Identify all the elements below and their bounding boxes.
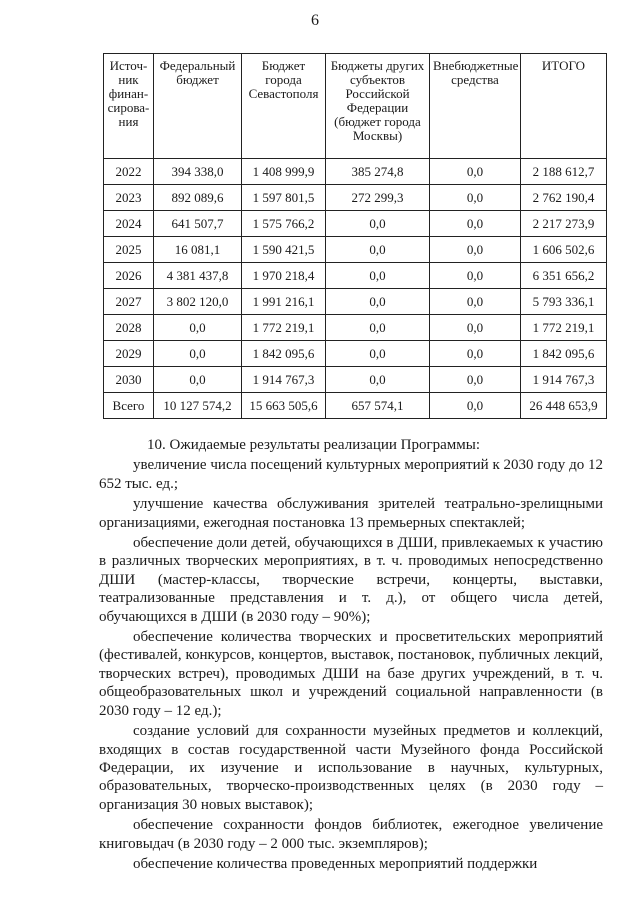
row-year-cell: 2026 — [104, 263, 154, 289]
table-cell: 6 351 656,2 — [521, 263, 607, 289]
result-item: обеспечение сохранности фондов библиотек, ежегодное увеличение книговыдач (в 2030 году – 2 000 тыс. экземпляров); — [99, 817, 603, 852]
table-cell: 1 597 801,5 — [242, 185, 326, 211]
table-row — [104, 341, 607, 367]
table-cell: 0,0 — [430, 289, 521, 315]
table-cell: 0,0 — [430, 159, 521, 185]
result-item: обеспечение количества проведенных мероприятий поддержки — [133, 855, 538, 872]
table-cell: 10 127 574,2 — [154, 393, 242, 419]
result-item: создание условий для сохранности музейных предметов и коллекций, входящих в состав государственной части Музейного фонда Российской Федерации, их изучение и использование в научных, культурных, образовательных, творческо-производственных целях (в 2030 году – организация 30 новых выставок); — [99, 723, 603, 813]
table-cell: 15 663 505,6 — [242, 393, 326, 419]
table-cell: 1 590 421,5 — [242, 237, 326, 263]
table-cell: 641 507,7 — [154, 211, 242, 237]
table-cell: 2 217 273,9 — [521, 211, 607, 237]
table-cell: 1 914 767,3 — [521, 367, 607, 393]
table-cell: 4 381 437,8 — [154, 263, 242, 289]
section-heading: 10. Ожидаемые результаты реализации Программы: — [147, 437, 481, 453]
table-row — [104, 211, 607, 237]
row-year-cell: 2024 — [104, 211, 154, 237]
table-cell: 0,0 — [430, 341, 521, 367]
table-cell: 0,0 — [430, 393, 521, 419]
page-number: 6 — [311, 12, 319, 29]
table-cell: 0,0 — [326, 289, 430, 315]
table-cell: 0,0 — [154, 315, 242, 341]
header-source: Источ-ник финан-сирова-ния — [104, 54, 154, 159]
table-cell: 0,0 — [430, 367, 521, 393]
table-cell: 1 575 766,2 — [242, 211, 326, 237]
table-cell: 3 802 120,0 — [154, 289, 242, 315]
financing-table — [103, 53, 607, 419]
table-cell: 0,0 — [154, 341, 242, 367]
table-cell: 1 842 095,6 — [521, 341, 607, 367]
header-sevastopol-budget: Бюджет города Севастополя — [242, 54, 326, 159]
row-year-cell: 2025 — [104, 237, 154, 263]
table-cell: 2 762 190,4 — [521, 185, 607, 211]
table-cell: 657 574,1 — [326, 393, 430, 419]
table-cell: 0,0 — [326, 263, 430, 289]
result-item: увеличение числа посещений культурных мероприятий к 2030 году до 12 652 тыс. ед.; — [99, 457, 603, 492]
table-cell: 385 274,8 — [326, 159, 430, 185]
table-cell: 0,0 — [430, 237, 521, 263]
expected-results-section — [99, 436, 603, 875]
table-row — [104, 263, 607, 289]
table-cell: 0,0 — [326, 315, 430, 341]
table-cell: 1 991 216,1 — [242, 289, 326, 315]
table-row — [104, 367, 607, 393]
table-cell: 394 338,0 — [154, 159, 242, 185]
table-cell: 0,0 — [430, 315, 521, 341]
row-year-cell: 2027 — [104, 289, 154, 315]
result-item: улучшение качества обслуживания зрителей театрально-зрелищными организациями, ежегодная постановка 13 премьерных спектаклей; — [99, 496, 603, 531]
table-cell: 16 081,1 — [154, 237, 242, 263]
table-row — [104, 159, 607, 185]
table-header-row — [104, 54, 607, 159]
header-federal-budget: Федеральный бюджет — [154, 54, 242, 159]
table-cell: 0,0 — [326, 341, 430, 367]
result-item: обеспечение доли детей, обучающихся в ДШИ, привлекаемых к участию в различных творческих мероприятиях, в т. ч. проводимых непосредственно ДШИ (мастер-классы, творческие встречи, концерты, выставки, театрализованные представления и т. д.), от общего числа детей, обучающихся в ДШИ (в 2030 году – 90%); — [99, 535, 603, 625]
row-year-cell: Всего — [104, 393, 154, 419]
table-cell: 1 408 999,9 — [242, 159, 326, 185]
table-cell: 1 772 219,1 — [242, 315, 326, 341]
table-cell: 26 448 653,9 — [521, 393, 607, 419]
table-cell: 1 772 219,1 — [521, 315, 607, 341]
header-extrabudgetary: Внебюджетные средства — [430, 54, 521, 159]
row-year-cell: 2023 — [104, 185, 154, 211]
table-cell: 1 842 095,6 — [242, 341, 326, 367]
table-cell: 0,0 — [326, 237, 430, 263]
table-row — [104, 315, 607, 341]
table-cell: 0,0 — [326, 211, 430, 237]
table-cell: 0,0 — [430, 211, 521, 237]
table-cell: 892 089,6 — [154, 185, 242, 211]
table-cell: 1 606 502,6 — [521, 237, 607, 263]
table-cell: 0,0 — [430, 185, 521, 211]
row-year-cell: 2022 — [104, 159, 154, 185]
header-total: ИТОГО — [521, 54, 607, 159]
table-row — [104, 237, 607, 263]
table-cell: 0,0 — [430, 263, 521, 289]
row-year-cell: 2030 — [104, 367, 154, 393]
header-other-subjects-budget: Бюджеты других субъектов Российской Федерации (бюджет города Москвы) — [326, 54, 430, 159]
table-cell: 2 188 612,7 — [521, 159, 607, 185]
table-row — [104, 289, 607, 315]
table-cell: 5 793 336,1 — [521, 289, 607, 315]
result-item: обеспечение количества творческих и просветительских мероприятий (фестивалей, конкурсов, концертов, выставок, постановок, публичных лекций, творческих встреч), проводимых ДШИ на базе других учреждений, в т. ч. общеобразовательных школ и учреждений социальной направленности (в 2030 году – 12 ед.); — [99, 629, 603, 719]
table-cell: 0,0 — [154, 367, 242, 393]
table-row — [104, 393, 607, 419]
table-cell: 0,0 — [326, 367, 430, 393]
table-row — [104, 185, 607, 211]
table-cell: 272 299,3 — [326, 185, 430, 211]
row-year-cell: 2029 — [104, 341, 154, 367]
table-cell: 1 914 767,3 — [242, 367, 326, 393]
table-cell: 1 970 218,4 — [242, 263, 326, 289]
row-year-cell: 2028 — [104, 315, 154, 341]
